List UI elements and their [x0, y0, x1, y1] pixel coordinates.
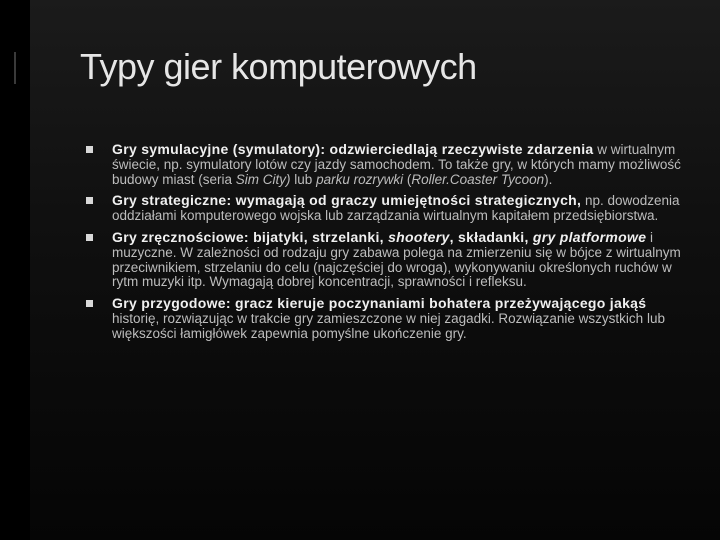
square-bullet-icon	[86, 197, 93, 204]
item-lead: Gry symulacyjne (symulatory): odzwierciedlają rzeczywiste zdarzenia	[112, 141, 594, 157]
item-italic-text: Roller.Coaster Tycoon	[411, 171, 545, 187]
item-text: w wirtualnym świecie, np. symulatory lotów czy jazdy samochodem. To także gry, w których mamy możliwość budowy miast (seria	[112, 142, 681, 187]
item-lead-italic: shootery	[388, 228, 450, 245]
item-text: historię, rozwiązując w trakcie gry zamieszczone w niej zagadki. Rozwiązanie wszystkich lub większości łamigłówek zapewnia pomyślne ukończenie gry.	[112, 310, 665, 341]
item-italic-text: parku rozrywki	[316, 171, 404, 187]
list-item	[86, 193, 686, 224]
list-item	[86, 142, 686, 187]
item-italic-text: Sim City)	[235, 171, 291, 187]
item-text: lub	[290, 171, 317, 187]
item-text: i muzyczne. W zależności od rodzaju gry zabawa polega na zmierzeniu się w bójce z wirtualnym przeciwnikiem, strzelaniu do celu (najczęściej do wroga), wykonywaniu określonych ruchów w rytm muzyki itp. Wymagają dobrej koncentracji, sprawności i refleksu.	[112, 229, 681, 290]
item-lead: Gry zręcznościowe: bijatyki, strzelanki,	[112, 228, 389, 245]
list-item	[86, 296, 686, 341]
item-lead: Gry przygodowe: gracz kieruje poczynaniami bohatera przeżywającego jakąś	[112, 295, 647, 312]
list-item	[86, 230, 686, 290]
square-bullet-icon	[86, 300, 93, 307]
item-text: np. dowodzenia oddziałami komputerowego wojska lub zarządzania wirtualnym kapitałem przedsiębiorstwa.	[112, 193, 680, 224]
square-bullet-icon	[86, 234, 93, 241]
item-lead-italic: gry platformowe	[532, 228, 647, 245]
item-text: (	[403, 171, 412, 187]
item-lead: Gry strategiczne: wymagają od graczy umiejętności strategicznych,	[112, 192, 582, 209]
item-lead: , składanki,	[449, 228, 533, 245]
item-text: ).	[544, 171, 553, 187]
slide-title: Typy gier komputerowych	[80, 46, 477, 87]
title-accent-block	[16, 52, 30, 84]
bullet-list	[86, 142, 686, 342]
square-bullet-icon	[86, 146, 93, 153]
